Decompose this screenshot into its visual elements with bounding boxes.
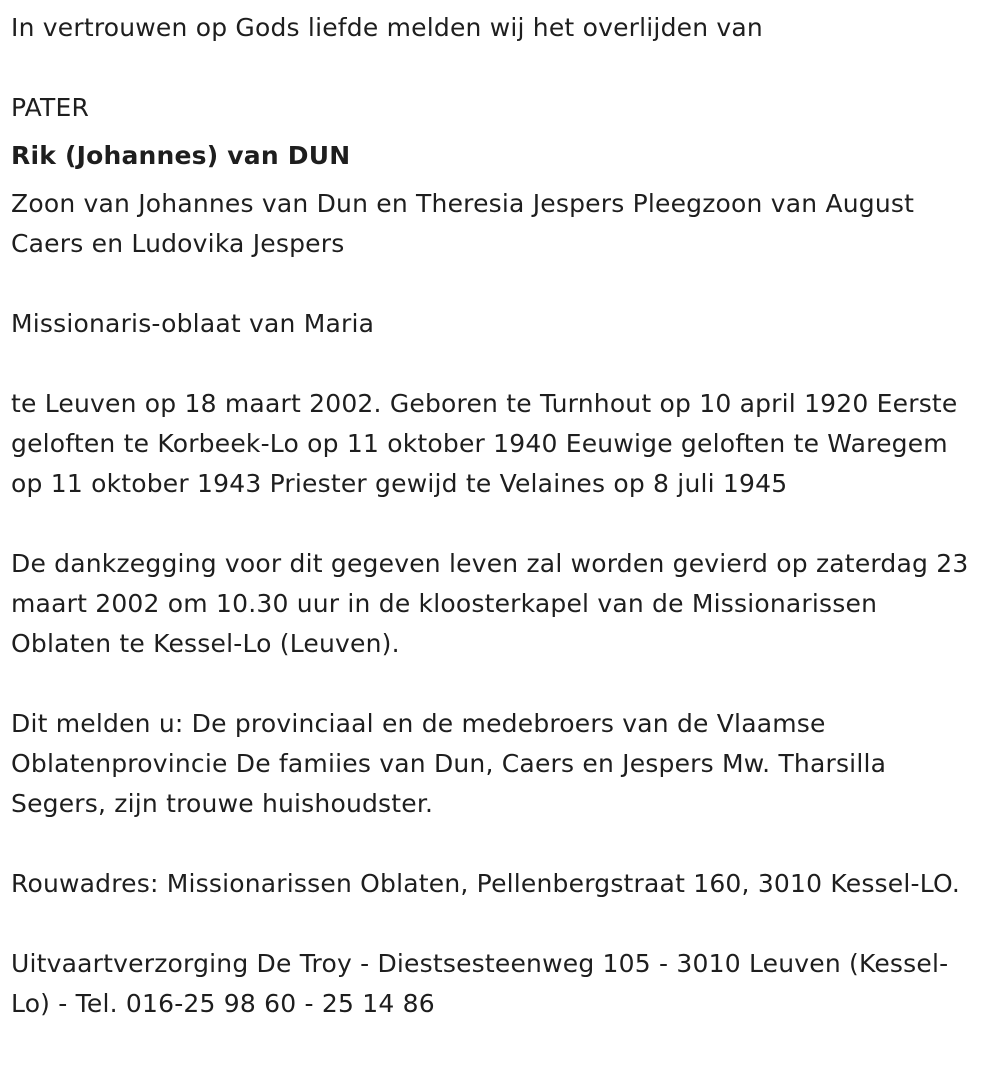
funeral-director-text: Uitvaartverzorging De Troy - Diestsesteenweg 105 - 3010 Leuven (Kessel-Lo) - Tel. 016-25 98 60 - 25 14 86	[11, 949, 949, 1018]
deceased-name: Rik (Johannes) van DUN	[11, 141, 351, 170]
service-text: De dankzegging voor dit gegeven leven zal worden gevierd op zaterdag 23 maart 2002 om 10.30 uur in de kloosterkapel van de Missionarissen Oblaten te Kessel-Lo (Leuven).	[11, 549, 969, 658]
intro-text: In vertrouwen op Gods liefde melden wij het overlijden van	[11, 13, 763, 42]
mourning-address-text: Rouwadres: Missionarissen Oblaten, Pellenbergstraat 160, 3010 Kessel-LO.	[11, 869, 960, 898]
announcers-text: Dit melden u: De provinciaal en de medebroers van de Vlaamse Oblatenprovincie De famiies van Dun, Caers en Jespers Mw. Tharsilla Segers, zijn trouwe huishoudster.	[11, 709, 887, 818]
death-notice	[11, 8, 976, 1024]
title-text: PATER	[11, 93, 90, 122]
parents-text: Zoon van Johannes van Dun en Theresia Jespers Pleegzoon van August Caers en Ludovika Jespers	[11, 189, 915, 258]
order-text: Missionaris-oblaat van Maria	[11, 309, 375, 338]
biography-text: te Leuven op 18 maart 2002. Geboren te Turnhout op 10 april 1920 Eerste geloften te Korbeek-Lo op 11 oktober 1940 Eeuwige geloften te Waregem op 11 oktober 1943 Priester gewijd te Velaines op 8 juli 1945	[11, 389, 958, 498]
